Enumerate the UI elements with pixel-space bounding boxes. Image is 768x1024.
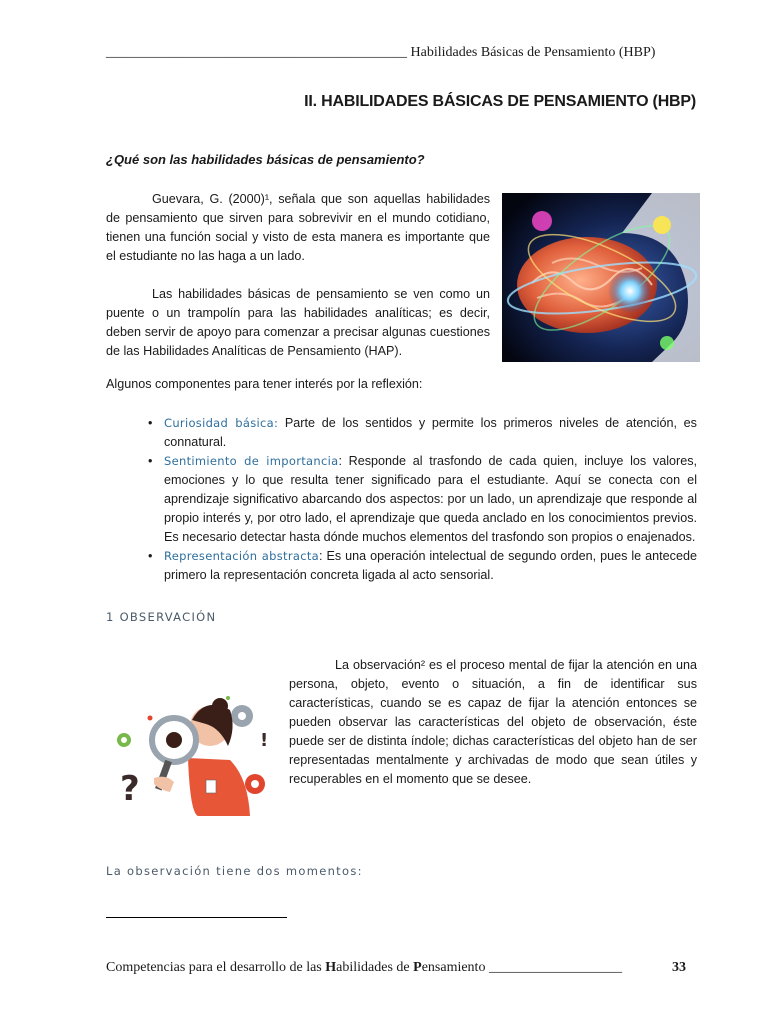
footer-text-pre: Competencias para el desarrollo de las	[106, 960, 326, 975]
brain-graphic	[502, 193, 700, 362]
bullet-dot: •	[148, 416, 153, 430]
footer-text-mid1: abilidades de	[336, 960, 414, 975]
desc-sentimiento: : Responde al trasfondo de cada quien, incluye los valores, emociones y lo que resulta tener significado para el estudiante. Aquí se conecta con el aprendizaje significativo abarcando dos aspectos: por un lado, un aprendizaje que responde al propio interés y, por otro lado, el aprendizaje que queda anclado en los conocimientos previos. Es necesario detectar hasta dónde muchos elementos del trasfondo son propios o enajenados.	[164, 454, 697, 544]
term-curiosidad: Curiosidad básica:	[164, 416, 279, 430]
gear-icon	[231, 705, 253, 727]
paragraph-puente-text: Las habilidades básicas de pensamiento se ven como un puente o un trampolín para las habilidades analíticas; es decir, deben servir de apoyo para comenzar a precisar algunas cuestiones de las Habilidades Analíticas de Pensamiento (HAP).	[106, 287, 490, 358]
bullet-dot: •	[148, 549, 153, 563]
paragraph-guevara-text: Guevara, G. (2000)¹, señala que son aquellas habilidades de pensamiento que sirven para sobrevivir en el mundo cotidiano, tienen una función social y visto de esta manera es importante que el estudiante no las haga a un lado.	[106, 192, 490, 263]
term-representacion: Representación abstracta	[164, 549, 319, 563]
header-rule: ___________________________________________	[106, 45, 407, 60]
footer-initial-p: P	[413, 960, 422, 975]
question-mark-icon: ?	[120, 769, 140, 809]
desc-representacion: : Es una operación intelectual de segundo orden, pues le antecede primero la representación concreta ligada al acto sensorial.	[164, 549, 697, 582]
term-sentimiento: Sentimiento de importancia	[164, 454, 339, 468]
chapter-title: II. HABILIDADES BÁSICAS DE PENSAMIENTO (HBP)	[304, 93, 696, 110]
brain-illustration	[502, 193, 700, 362]
paragraph-guevara	[106, 190, 490, 266]
paragraph-observacion	[289, 656, 697, 789]
list-item-curiosidad	[146, 414, 697, 452]
gear-icon	[245, 774, 265, 794]
header-text: Habilidades Básicas de Pensamiento (HBP)	[410, 45, 656, 60]
gear-icon	[117, 733, 131, 747]
running-header	[106, 45, 690, 61]
exclamation-icon: !	[260, 730, 269, 751]
paragraph-observacion-text: La observación² es el proceso mental de fijar la atención en una persona, objeto, evento o situación, a fin de identificar sus características, cuando se es capaz de fijar la atención entonces se pueden observar las características del objeto de observación, éste puede ser de distinta índole; dichas características del objeto han de ser representadas mentalmente y archivadas de modo que sean útiles y recuperables en el momento que se desee.	[289, 658, 697, 786]
desc-curiosidad: Parte de los sentidos y permite los primeros niveles de atención, es connatural.	[164, 416, 697, 449]
question-heading: ¿Qué son las habilidades básicas de pensamiento?	[106, 152, 425, 167]
observation-illustration	[110, 688, 280, 818]
momentos-heading: La observación tiene dos momentos:	[106, 864, 363, 878]
page-number: 33	[672, 960, 686, 975]
footer-text-mid2: ensamiento	[421, 960, 489, 975]
components-list	[146, 414, 697, 585]
footer-initial-h: H	[325, 960, 337, 975]
list-item-representacion	[146, 547, 697, 585]
components-intro: Algunos componentes para tener interés por la reflexión:	[106, 377, 423, 391]
footnote-separator	[106, 917, 287, 918]
running-footer	[106, 960, 622, 976]
magnifier-person-graphic	[110, 688, 280, 818]
footer-rule: ___________________	[488, 960, 622, 975]
bullet-dot: •	[148, 454, 153, 468]
section-heading-observacion: 1 OBSERVACIÓN	[106, 610, 217, 624]
paragraph-puente	[106, 285, 490, 361]
list-item-sentimiento	[146, 452, 697, 547]
